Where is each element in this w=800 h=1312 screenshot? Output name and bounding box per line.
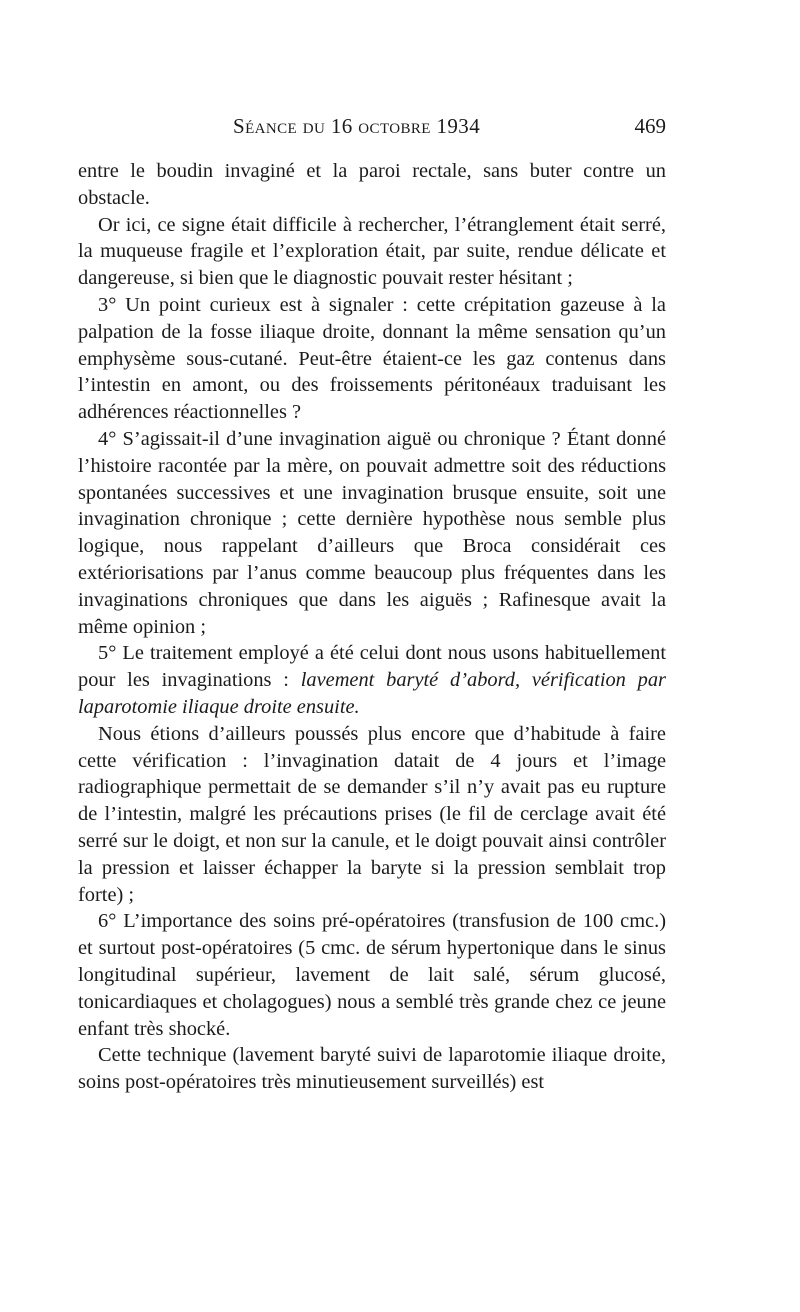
page-number: 469 [634,114,666,138]
running-title-month: octobre [352,114,437,138]
paragraph-point-5 [78,640,666,720]
running-title-day: 16 [330,114,353,138]
paragraph-text: 5° Le traitement employé a été celui dont nous usons habituellement pour les invaginations : [78,642,666,692]
paragraph-italic-text: lavement baryté d’abord, vérification par laparotomie iliaque droite ensuite. [78,669,666,718]
running-title [233,114,480,139]
paragraph-text: 6° L’importance des soins pré-opératoires (transfusion de 100 cmc.) et surtout post-opératoires (5 cmc. de sérum hypertonique dans le sinus longitudinal supérieur, lavement de lait salé, sérum glucosé, tonicardiaques et cholagogues) nous a semblé très grande chez ce jeune enfant très shocké. [78,910,666,1040]
running-title-year: 1934 [436,114,481,138]
body-text [78,158,666,1096]
paragraph-diagnosis [78,212,666,292]
paragraph-point-4 [78,426,666,640]
running-title-prefix: Séance du [233,114,331,138]
paragraph-verification [78,721,666,909]
paragraph-point-6 [78,908,666,1042]
paragraph-text: 4° S’agissait-il d’une invagination aiguë ou chronique ? Étant donné l’histoire racontée par la mère, on pouvait admettre soit des réductions spontanées successives et une invagination brusque ensuite, soit une invagination chronique ; cette dernière hypothèse nous semble plus logique, nous rappelant d’ailleurs que Broca considérait ces extériorisations par l’anus comme beaucoup plus fréquentes dans les invaginations chroniques que dans les aiguës ; Rafinesque avait la même opinion ; [78,427,666,638]
paragraph-point-3 [78,292,666,426]
paragraph-text: entre le boudin invaginé et la paroi rectale, sans buter contre un obstacle. [78,160,666,209]
paragraph-text: Nous étions d’ailleurs poussés plus encore que d’habitude à faire cette vérification : l’invagination datait de 4 jours et l’image radiographique permettait de se demander s’il n’y avait pas eu rupture de l’intestin, malgré les précautions prises (le fil de cerclage avait été serré sur le doigt, et non sur la canule, et le doigt pouvait ainsi contrôler la pression et laisser échapper la baryte si la pression semblait trop forte) ; [78,722,666,906]
paragraph-technique [78,1042,666,1096]
page-header [78,114,666,142]
paragraph-text: Or ici, ce signe était difficile à rechercher, l’étranglement était serré, la muqueuse fragile et l’exploration était, par suite, rendue délicate et dangereuse, si bien que le diagnostic pouvait rester hésitant ; [78,213,666,290]
paragraph-continuation [78,158,666,212]
paragraph-text: Cette technique (lavement baryté suivi de laparotomie iliaque droite, soins post-opératoires très minutieusement surveillés) est [78,1044,666,1094]
paragraph-text: 3° Un point curieux est à signaler : cette crépitation gazeuse à la palpation de la fosse iliaque droite, donnant la même sensation qu’un emphysème sous-cutané. Peut-être étaient-ce les gaz contenus dans l’intestin en amont, ou des froissements péritonéaux traduisant les adhérences réactionnelles ? [78,293,666,424]
